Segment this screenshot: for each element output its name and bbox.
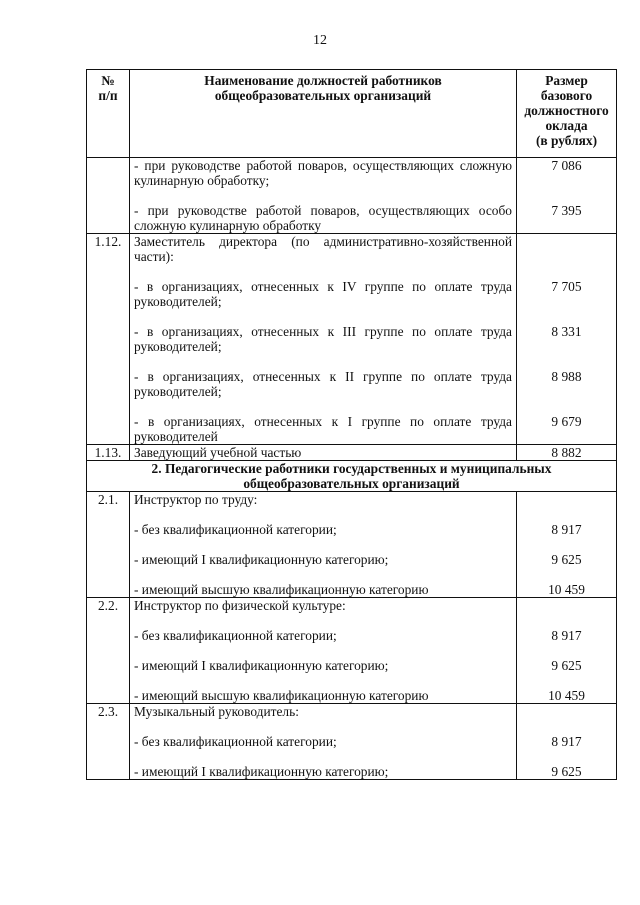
row-number: 2.2. (87, 598, 130, 704)
row-number: 2.3. (87, 704, 130, 780)
row-salary: 7 705 8 331 8 988 9 679 (517, 234, 617, 445)
table-row (87, 598, 617, 704)
row-salary: 8 917 9 625 10 459 (517, 492, 617, 598)
header-number: № п/п (87, 70, 130, 158)
row-position-name: Инструктор по труду: - без квалификационной категории; - имеющий I квалификационную категорию; - имеющий высшую квалификационную категорию (130, 492, 517, 598)
row-salary: 7 086 7 395 (517, 158, 617, 234)
row-salary: 8 917 9 625 (517, 704, 617, 780)
table-row (87, 445, 617, 461)
table-row (87, 158, 617, 234)
page-number: 12 (313, 33, 327, 48)
salary-table (86, 69, 617, 780)
section-title: 2. Педагогические работники государственных и муниципальных общеобразовательных организаций (87, 461, 617, 492)
table-row (87, 704, 617, 780)
row-position-name: - при руководстве работой поваров, осуществляющих сложную кулинарную обработку; - при руководстве работой поваров, осуществляющих особо сложную кулинарную обработку (130, 158, 517, 234)
table-row (87, 234, 617, 445)
header-position-name: Наименование должностей работников общеобразовательных организаций (130, 70, 517, 158)
row-position-name: Инструктор по физической культуре: - без квалификационной категории; - имеющий I квалификационную категорию; - имеющий высшую квалификационную категорию (130, 598, 517, 704)
row-number: 1.13. (87, 445, 130, 461)
row-position-name: Заместитель директора (по административно-хозяйственной части): - в организациях, отнесенных к IV группе по оплате труда руководителей; - в организациях, отнесенных к III группе по оплате труда руководителей; - в организациях, отнесенных к II группе по оплате труда руководителей; - в организациях, отнесенных к I группе по оплате труда руководителей (130, 234, 517, 445)
row-salary: 8 882 (517, 445, 617, 461)
row-salary: 8 917 9 625 10 459 (517, 598, 617, 704)
table-row (87, 492, 617, 598)
row-number: 2.1. (87, 492, 130, 598)
section-header-row (87, 461, 617, 492)
row-number: 1.12. (87, 234, 130, 445)
table-header-row (87, 70, 617, 158)
row-position-name: Заведующий учебной частью (130, 445, 517, 461)
header-salary: Размер базового должностного оклада (в рублях) (517, 70, 617, 158)
row-number (87, 158, 130, 234)
row-position-name: Музыкальный руководитель: - без квалификационной категории; - имеющий I квалификационную категорию; (130, 704, 517, 780)
